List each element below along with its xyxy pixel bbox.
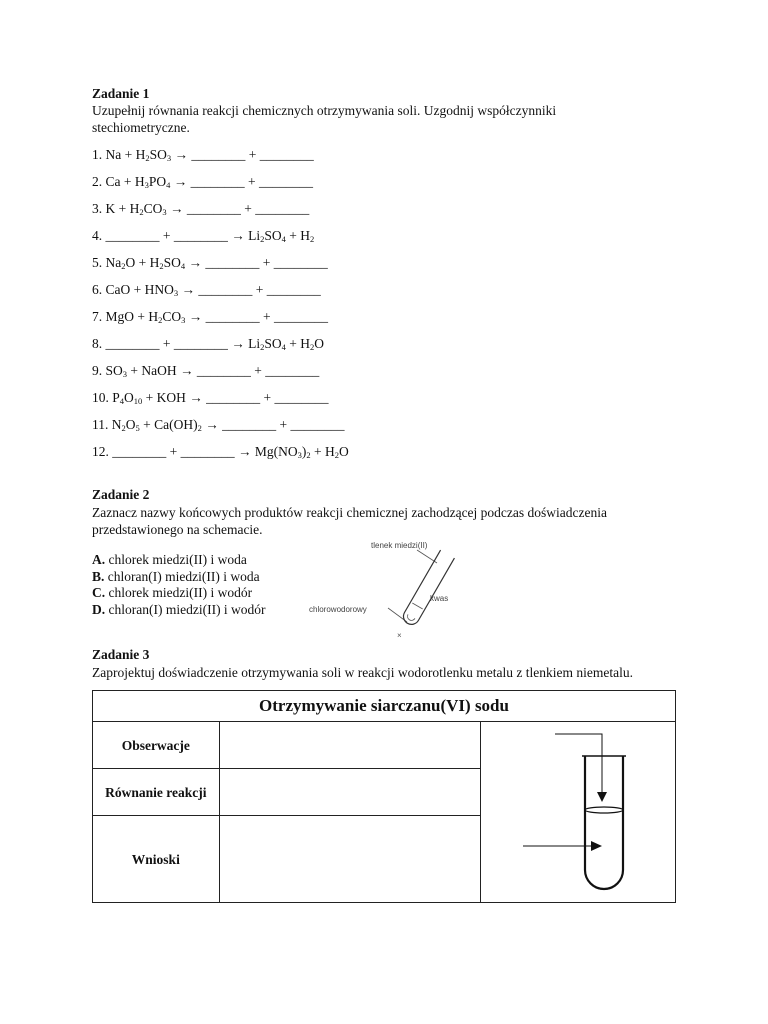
subscript: 2 <box>260 342 265 352</box>
formula-text: CaO + HNO <box>105 282 174 297</box>
formula-text: MgO + H <box>105 309 159 324</box>
subscript: 4 <box>281 342 286 352</box>
task1-instruction: Uzupełnij równania reakcji chemicznych otrzymywania soli. Uzgodnij współczynniki stechiometryczne. <box>92 103 557 135</box>
formula-text: K + H <box>105 201 140 216</box>
subscript: 2 <box>260 234 265 244</box>
formula-text: SO <box>163 255 181 270</box>
equation-1[interactable] <box>92 147 314 163</box>
equation-number: 2. <box>92 174 103 189</box>
equation-2[interactable] <box>92 174 313 190</box>
formula-text: O <box>339 444 349 459</box>
subscript: 2 <box>310 234 315 244</box>
arrow-head-right-icon <box>591 841 602 851</box>
equation-4[interactable] <box>92 228 314 244</box>
test-tube-figure <box>481 722 675 902</box>
equation-answer-cell[interactable] <box>219 769 480 816</box>
equation-10[interactable] <box>92 390 329 406</box>
formula-text: → ________ + ________ <box>170 174 313 189</box>
test-tube-diagram <box>305 538 465 643</box>
formula-text: SO <box>149 147 167 162</box>
subscript: 2 <box>159 261 164 271</box>
formula-text: → ________ + ________ <box>166 201 310 216</box>
formula-text: O + H <box>125 255 160 270</box>
experiment-figure-cell <box>480 722 675 903</box>
arrow-head-down-icon <box>597 792 607 802</box>
equation-number: 4. <box>92 228 103 243</box>
formula-text: O <box>314 336 325 351</box>
label-copper-oxide: tlenek miedzi(II) <box>371 541 428 550</box>
subscript: 4 <box>180 261 186 271</box>
subscript: 3 <box>173 288 179 298</box>
equation-12[interactable] <box>92 444 349 460</box>
equation-number: 10. <box>92 390 109 405</box>
equation-number: 5. <box>92 255 103 270</box>
subscript: 4 <box>166 180 171 190</box>
formula-text: + NaOH → ________ + ________ <box>127 363 320 378</box>
formula-text: ________ + ________ → Li <box>105 336 261 351</box>
subscript: 2 <box>121 261 126 271</box>
subscript: 2 <box>145 153 150 163</box>
conclusions-answer-cell[interactable] <box>219 816 480 903</box>
formula-text: + H <box>285 228 311 243</box>
formula-text: → ________ + ________ <box>185 309 329 324</box>
formula-text: N <box>111 417 122 432</box>
formula-text: CO <box>143 201 163 216</box>
subscript: 2 <box>158 315 163 325</box>
equation-number: 1. <box>92 147 103 162</box>
subscript: 2 <box>310 342 315 352</box>
formula-text: → ________ + ________ <box>201 417 345 432</box>
label-acid-2: chlorowodorowy <box>309 605 367 614</box>
equation-number: 8. <box>92 336 103 351</box>
formula-text: + KOH → ________ + ________ <box>142 390 329 405</box>
formula-text: PO <box>148 174 167 189</box>
task1-title: Zadanie 1 <box>92 86 150 101</box>
label-acid-1: kwas <box>430 594 449 603</box>
subscript: 3 <box>144 180 149 190</box>
formula-text: ) <box>301 444 307 459</box>
formula-text: + Ca(OH) <box>139 417 198 432</box>
formula-text: Na <box>105 255 122 270</box>
equation-7[interactable] <box>92 309 328 325</box>
formula-text: ________ + ________ → Mg(NO <box>112 444 298 459</box>
subscript: 2 <box>334 450 339 460</box>
subscript: 3 <box>122 369 128 379</box>
subscript: 2 <box>197 423 202 433</box>
row-label-observations: Obserwacje <box>93 722 220 769</box>
formula-text: P <box>112 390 120 405</box>
gas-inlet-arrow <box>555 734 602 800</box>
formula-text: → ________ + ________ <box>185 255 328 270</box>
formula-text: O <box>125 417 136 432</box>
formula-text: SO <box>264 228 282 243</box>
subscript: 3 <box>166 153 172 163</box>
formula-text: + H <box>285 336 311 351</box>
table-header: Otrzymywanie siarczanu(VI) sodu <box>93 691 676 722</box>
formula-text: + H <box>310 444 335 459</box>
formula-text: Na + H <box>105 147 146 162</box>
formula-text: ________ + ________ → Li <box>105 228 261 243</box>
row-label-equation: Równanie reakcji <box>93 769 220 816</box>
option-a[interactable]: A. chlorek miedzi(II) i woda <box>92 552 247 567</box>
subscript: 2 <box>139 207 144 217</box>
formula-text: SO <box>264 336 282 351</box>
equation-number: 6. <box>92 282 103 297</box>
tilted-test-tube <box>401 550 455 627</box>
task2-options <box>92 552 266 618</box>
equation-number: 3. <box>92 201 103 216</box>
formula-text: → ________ + ________ <box>171 147 314 162</box>
flame-mark-icon: × <box>397 631 402 640</box>
task2-instruction: Zaznacz nazwy końcowych produktów reakcji chemicznej zachodzącej podczas doświadczenia przedstawionego na schemacie. <box>92 505 607 537</box>
task3-title: Zadanie 3 <box>92 647 150 662</box>
equation-9[interactable] <box>92 363 319 379</box>
subscript: 3 <box>181 315 186 325</box>
liquid-level <box>585 807 623 813</box>
formula-text: CO <box>162 309 182 324</box>
equation-5[interactable] <box>92 255 328 271</box>
subscript: 2 <box>121 423 126 433</box>
formula-text: O <box>124 390 134 405</box>
equation-number: 12. <box>92 444 109 459</box>
formula-text: Ca + H <box>105 174 145 189</box>
equation-8[interactable] <box>92 336 324 352</box>
option-c[interactable]: C. chlorek miedzi(II) i wodór <box>92 585 253 600</box>
equation-number: 7. <box>92 309 103 324</box>
formula-text: → ________ + ________ <box>178 282 321 297</box>
subscript: 3 <box>162 207 167 217</box>
equation-number: 9. <box>92 363 103 378</box>
subscript: 3 <box>297 450 302 460</box>
equation-3[interactable] <box>92 201 309 217</box>
option-d[interactable]: D. chloran(I) miedzi(II) i wodór <box>92 601 266 617</box>
option-b[interactable]: B. chloran(I) miedzi(II) i woda <box>92 568 260 584</box>
subscript: 5 <box>135 423 140 433</box>
equation-6[interactable] <box>92 282 321 298</box>
formula-text: SO <box>105 363 123 378</box>
equation-11[interactable] <box>92 417 344 433</box>
experiment-table <box>92 690 676 903</box>
task3-instruction: Zaprojektuj doświadczenie otrzymywania soli w reakcji wodorotlenku metalu z tlenkiem niemetalu. <box>92 665 633 680</box>
equation-number: 11. <box>92 417 109 432</box>
observations-answer-cell[interactable] <box>219 722 480 769</box>
task2-title: Zadanie 2 <box>92 487 150 502</box>
subscript: 2 <box>306 450 311 460</box>
subscript: 10 <box>133 396 143 406</box>
subscript: 4 <box>119 396 125 406</box>
subscript: 4 <box>281 234 286 244</box>
vertical-test-tube <box>585 756 623 889</box>
row-label-conclusions: Wnioski <box>93 816 220 903</box>
